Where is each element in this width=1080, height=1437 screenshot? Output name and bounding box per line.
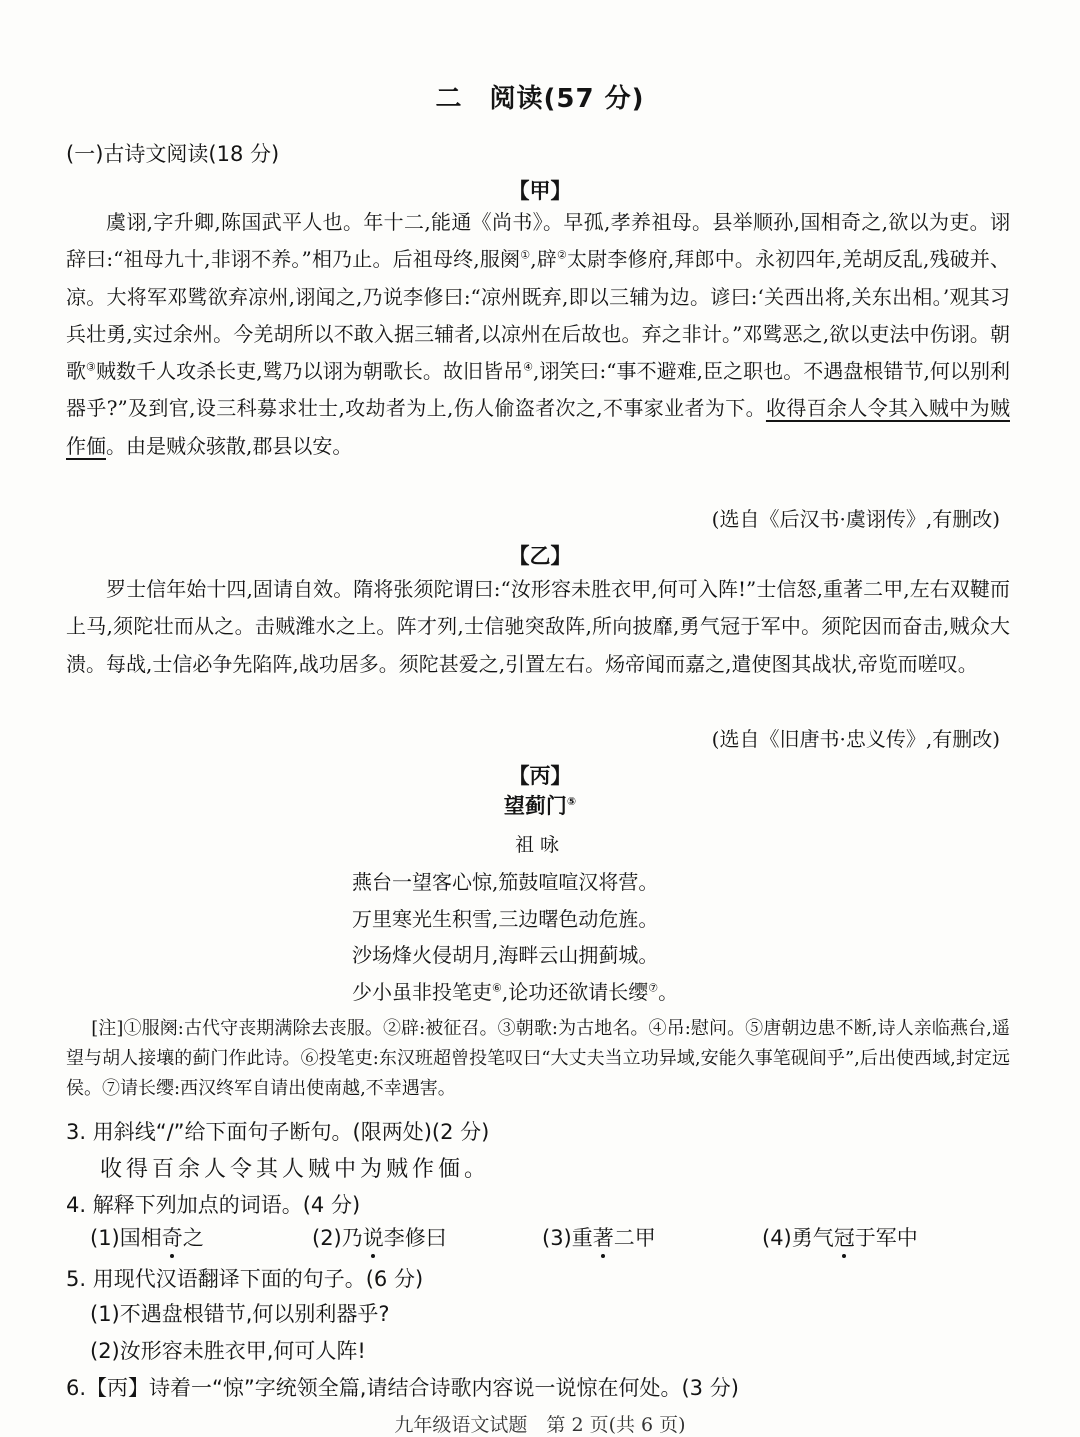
note-ref-2: ②: [556, 248, 567, 262]
page-footer: 九年级语文试题 第 2 页(共 6 页): [394, 1414, 686, 1436]
poem-line: 万里寒光生积雪,三边曙色动危旌。: [352, 906, 659, 931]
passage-jia-mark: 【甲】: [508, 179, 572, 203]
question-5-item: (1)不遇盘根错节,何以别利器乎?: [90, 1302, 390, 1326]
note-ref-1: ①: [520, 248, 531, 262]
note-ref-3: ③: [86, 360, 96, 374]
subsection-title: (一)古诗文阅读(18 分): [66, 142, 280, 166]
question-4-items: [90, 1222, 1010, 1258]
question-5-item: (2)汝形容未胜衣甲,何可人阵!: [90, 1339, 366, 1363]
question-4-item: (3)重著二甲: [542, 1222, 656, 1252]
passage-yi-text: 罗士信年始十四,固请自效。隋将张须陀谓曰:“汝形容未胜衣甲,何可入阵!”士信怒,重著二甲,左右双鞬而上马,须陀壮而从之。击贼潍水之上。阵才列,士信驰突敌阵,所向披靡,勇气冠于军中。须陀因而奋击,贼众大溃。每战,士信必争先陷阵,战功居多。须陀甚爱之,引置左右。炀帝闻而嘉之,遣使图其战状,帝览而嗟叹。: [66, 577, 1010, 676]
passage-yi-mark: 【乙】: [508, 544, 572, 568]
passage-yi-source: (选自《旧唐书·忠义传》,有删改): [711, 727, 1000, 751]
poem-line: 燕台一望客心惊,笳鼓喧喧汉将营。: [352, 870, 659, 894]
poem-author: 祖咏: [514, 834, 565, 856]
poem-line: 少小虽非投笔吏⑥,论功还欲请长缨⑦。: [352, 980, 679, 1005]
section-title: 二 阅读(57 分): [435, 84, 645, 114]
question-3-prompt: 3. 用斜线“/”给下面句子断句。(限两处)(2 分): [66, 1120, 490, 1144]
passage-bing-mark: 【丙】: [508, 764, 572, 788]
question-4-prompt: 4. 解释下列加点的词语。(4 分): [66, 1193, 361, 1217]
question-4-item: (2)乃说李修曰: [312, 1222, 447, 1252]
question-3-sentence: 收得百余人令其人贼中为贼作偭。: [100, 1157, 491, 1182]
note-ref-4: ④: [523, 360, 534, 374]
passage-jia-text: 虞诩,字升卿,陈国武平人也。年十二,能通《尚书》。早孤,孝养祖母。县举顺孙,国相奇之,欲以为吏。诩辞曰:“祖母九十,非诩不养。”相乃止。后祖母终,服阕①,辟②太尉李修府,拜郎中。永初四年,羌胡反乱,残破并、凉。大将军邓骘欲弃凉州,诩闻之,乃说李修曰:“凉州既弃,即以三辅为边。谚曰:‘关西出将,关东出相。’观其习兵壮勇,实过余州。今羌胡所以不敢入据三辅者,以凉州在后故也。弃之非计。”邓骘恶之,欲以吏法中伤诩。朝歌③贼数千人攻杀长吏,骘乃以诩为朝歌长。故旧皆吊④,诩笑曰:“事不避难,臣之职也。不遇盘根错节,何以别利器乎?”及到官,设三科募求壮士,攻劫者为上,伤人偷盗者次之,不事家业者为下。收得百余人令其入贼中为贼作偭。由是贼众骇散,郡县以安。: [66, 210, 1010, 458]
passage-jia-source: (选自《后汉书·虞诩传》,有删改): [711, 507, 1000, 531]
annotations: [注]①服阕:古代守丧期满除去丧服。②辟:被征召。③朝歌:为古地名。④吊:慰问。⑤唐朝边患不断,诗人亲临燕台,遥望与胡人接壤的蓟门作此诗。⑥投笔吏:东汉班超曾投笔叹曰“大丈夫当立功异域,安能久事笔砚间乎”,后出使西域,封定远侯。⑦请长缨:西汉终军自请出使南越,不幸遇害。: [66, 1018, 1010, 1099]
poem-line: 沙场烽火侵胡月,海畔云山拥蓟城。: [352, 943, 659, 968]
question-6-prompt: 6.【丙】诗着一“惊”字统领全篇,请结合诗歌内容说一说惊在何处。(3 分): [66, 1376, 739, 1400]
poem-title: 望蓟门⑤: [503, 794, 577, 818]
question-5-prompt: 5. 用现代汉语翻译下面的句子。(6 分): [66, 1267, 424, 1291]
poem-body: [352, 864, 678, 1011]
question-4-item: (1)国相奇之: [90, 1222, 204, 1252]
question-4-item: (4)勇气冠于军中: [762, 1222, 918, 1252]
underlined-sentence: 收得百余人令其入贼中为贼作偭: [66, 396, 1010, 458]
